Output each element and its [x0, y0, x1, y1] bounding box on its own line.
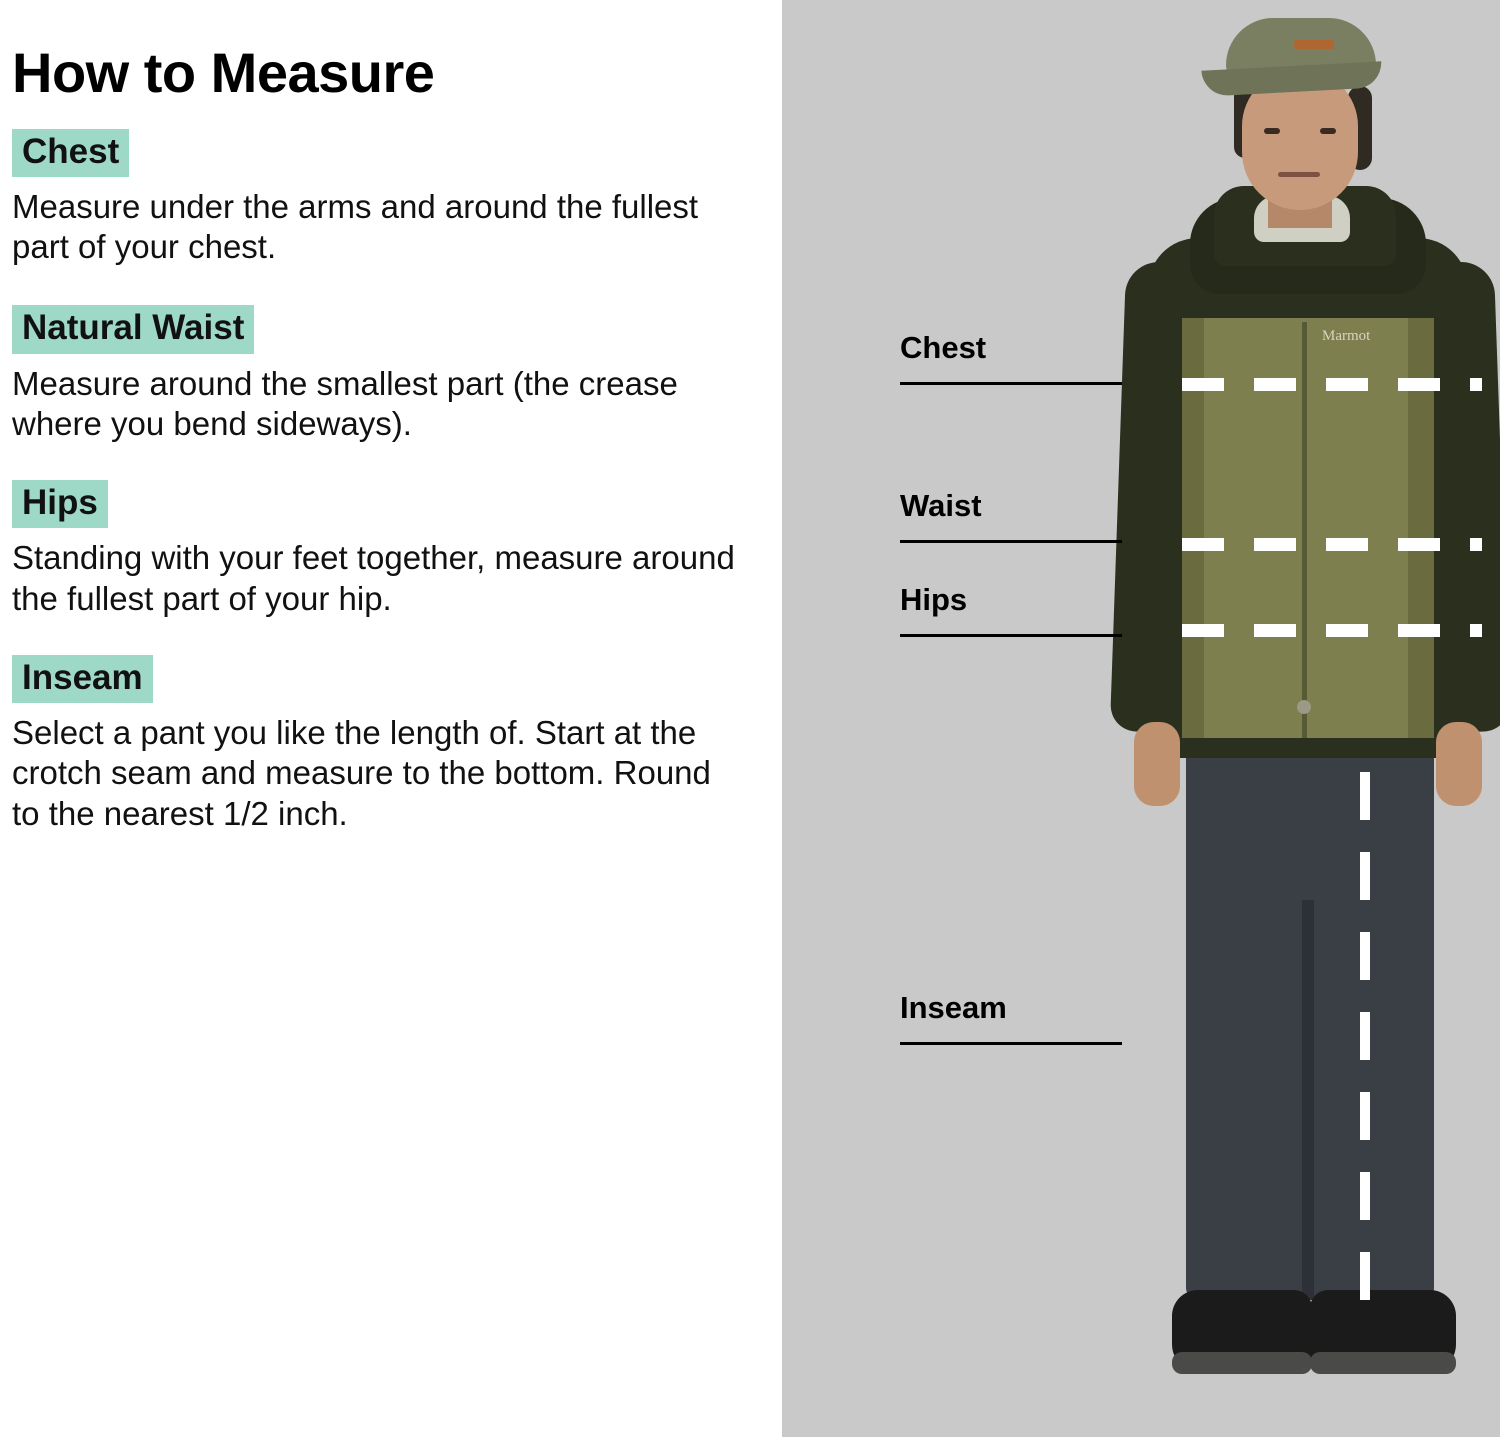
right-eye [1320, 128, 1336, 134]
section-body-hips: Standing with your feet together, measure around the fullest part of your hip. [12, 539, 735, 617]
section-hips [10, 480, 742, 619]
model-photo [782, 0, 1500, 1437]
section-body-chest: Measure under the arms and around the fullest part of your chest. [12, 187, 699, 266]
section-body-inseam: Select a pant you like the length of. Start at the crotch seam and measure to the bottom. Round to the nearest 1/2 inch. [12, 714, 711, 832]
right-hand [1436, 722, 1482, 806]
pants-leg-separation [1302, 900, 1314, 1300]
waist-dashed-line [1182, 538, 1482, 551]
section-label-inseam: Inseam [12, 655, 153, 703]
section-label-chest: Chest [12, 129, 129, 177]
left-eye [1264, 128, 1280, 134]
cap-logo-icon [1294, 40, 1334, 49]
callout-hips: Hips [900, 582, 968, 617]
section-label-hips: Hips [12, 480, 108, 528]
chest-dashed-line [1182, 378, 1482, 391]
hips-dashed-line [1182, 624, 1482, 637]
right-shoe-sole [1310, 1352, 1456, 1374]
section-label-natural-waist: Natural Waist [12, 305, 254, 353]
measurement-diagram-panel [782, 0, 1500, 1437]
jacket-snap-button [1297, 700, 1311, 714]
callout-waist-leader [900, 540, 1122, 543]
callout-waist: Waist [900, 488, 982, 523]
page-title: How to Measure [12, 41, 435, 104]
section-inseam [10, 655, 742, 834]
brand-label: Marmot [1322, 328, 1371, 344]
section-body-natural-waist: Measure around the smallest part (the crease where you bend sideways). [12, 364, 678, 442]
left-shoe-sole [1172, 1352, 1312, 1374]
callout-chest: Chest [900, 330, 987, 365]
mouth [1278, 172, 1320, 177]
callout-chest-leader [900, 382, 1122, 385]
callout-inseam-leader [900, 1042, 1122, 1045]
callout-hips-leader [900, 634, 1122, 637]
left-hand [1134, 722, 1180, 806]
inseam-dashed-line [1360, 772, 1370, 1302]
section-chest [10, 129, 742, 268]
callout-inseam: Inseam [900, 990, 1007, 1025]
section-natural-waist [10, 305, 742, 444]
